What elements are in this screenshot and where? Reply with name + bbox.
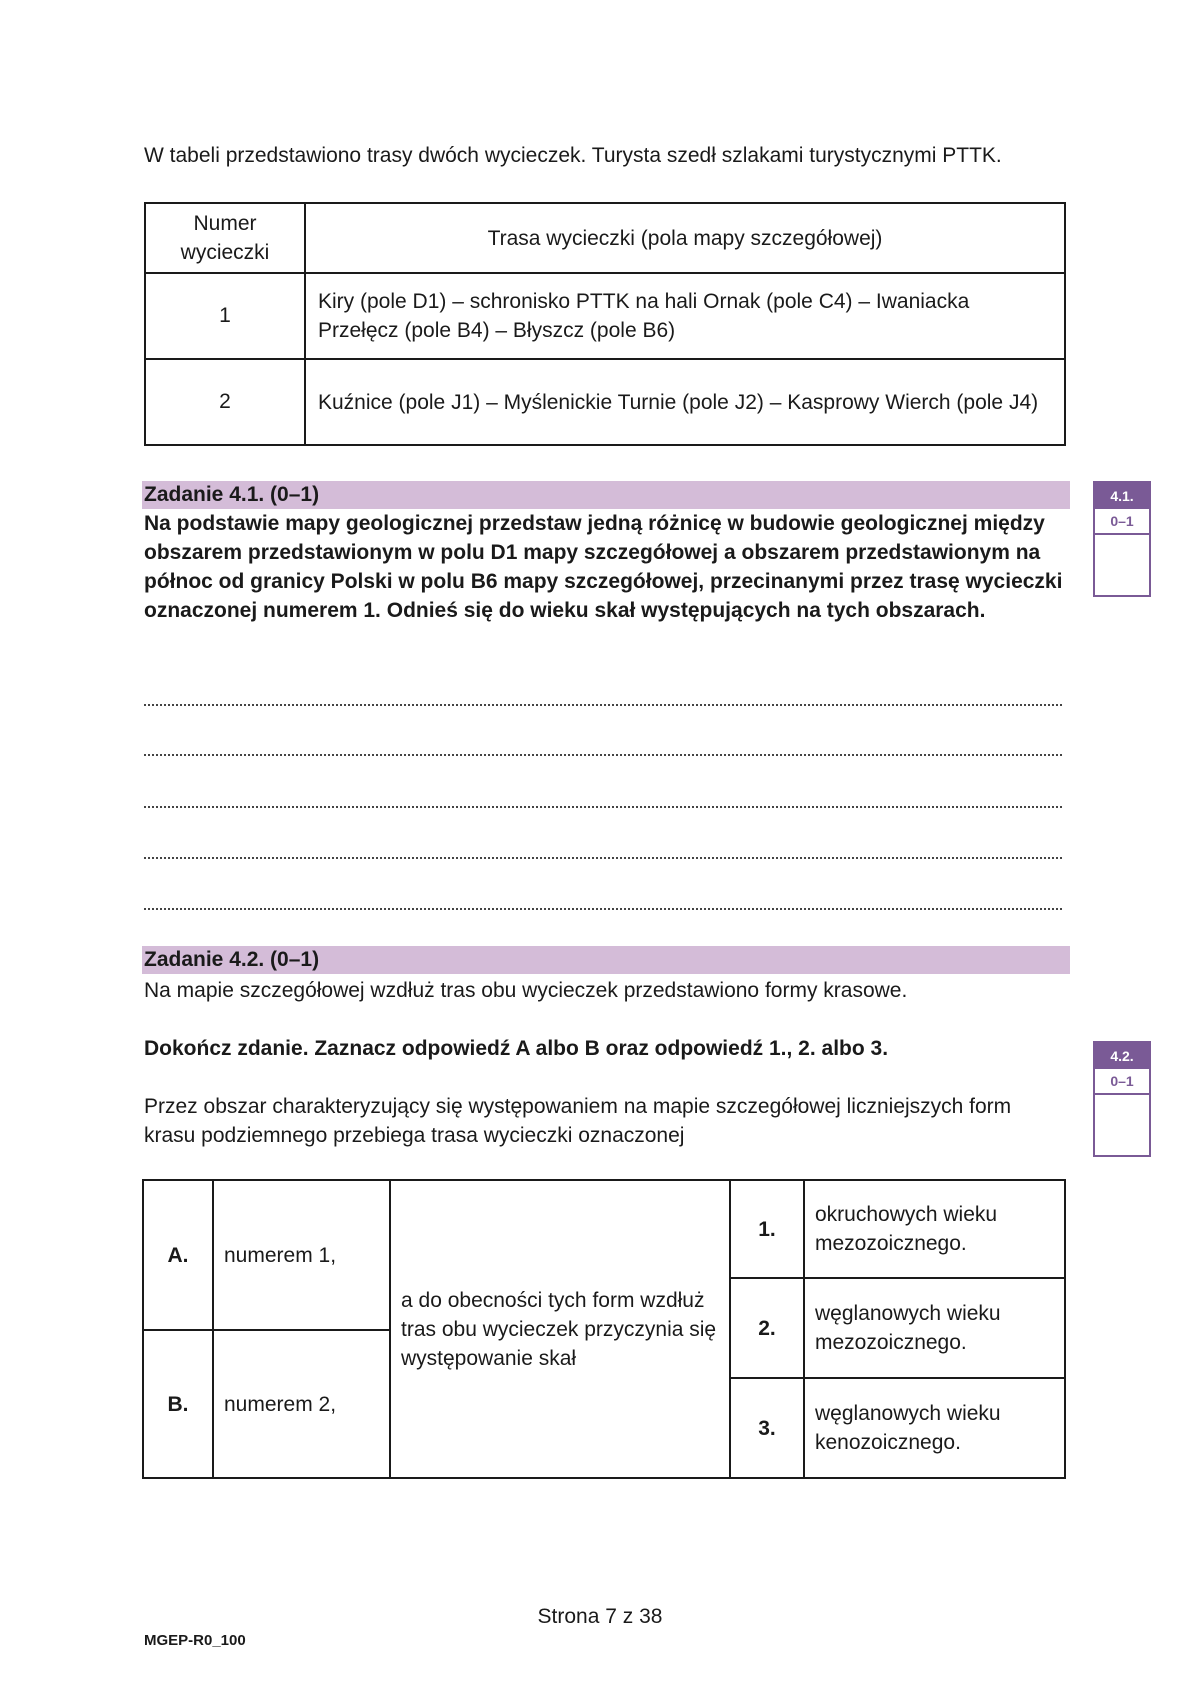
middle-text: a do obecności tych form wzdłuż tras obu wycieczek przyczynia się występowanie skał (390, 1180, 730, 1478)
route-number: 1 (145, 273, 305, 359)
option-b-text[interactable]: numerem 2, (213, 1330, 390, 1478)
option-b-letter[interactable]: B. (143, 1330, 213, 1478)
task-41-title: Zadanie 4.1. (0–1) (142, 481, 1070, 509)
task-41-instruction: Na podstawie mapy geologicznej przedstaw jedną różnicę w budowie geologicznej między obszarem przedstawionym w polu D1 mapy szczegółowej a obszarem przedstawionym na północ od granicy Polski w polu B6 mapy szczegółowej, przecinanymi przez trasę wycieczki oznaczonej numerem 1. Odnieś się do wieku skał występujących na tych obszarach. (144, 512, 1063, 622)
route-number: 2 (145, 359, 305, 445)
option-2-number[interactable]: 2. (730, 1278, 804, 1378)
option-2-text[interactable]: węglanowych wieku mezozoicznego. (804, 1278, 1065, 1378)
task-42-intro: Na mapie szczegółowej wzdłuż tras obu wycieczek przedstawiono formy krasowe. (144, 979, 908, 1002)
option-1-text[interactable]: okruchowych wieku mezozoicznego. (804, 1180, 1065, 1278)
page-number: Strona 7 z 38 (537, 1605, 663, 1628)
route-description: Kiry (pole D1) – schronisko PTTK na hali Ornak (pole C4) – Iwaniacka Przełęcz (pole B4) – Błyszcz (pole B6) (305, 273, 1065, 359)
score-box-42 (1093, 1041, 1151, 1157)
answer-table (142, 1179, 1066, 1479)
option-a-letter[interactable]: A. (143, 1180, 213, 1330)
task-42-stem: Przez obszar charakteryzujący się występowaniem na mapie szczegółowej liczniejszych form krasu podziemnego przebiega trasa wycieczki oznaczonej (144, 1095, 1012, 1147)
score-task-number: 4.2. (1095, 1043, 1149, 1069)
answer-line[interactable] (144, 908, 1062, 910)
option-3-text[interactable]: węglanowych wieku kenozoicznego. (804, 1378, 1065, 1478)
intro-text: W tabeli przedstawiono trasy dwóch wycieczek. Turysta szedł szlakami turystycznymi PTTK. (144, 144, 1002, 167)
option-1-number[interactable]: 1. (730, 1180, 804, 1278)
answer-line[interactable] (144, 704, 1062, 706)
header-route: Trasa wycieczki (pola mapy szczegółowej) (305, 203, 1065, 273)
score-range: 0–1 (1095, 1069, 1149, 1095)
option-3-number[interactable]: 3. (730, 1378, 804, 1478)
option-a-text[interactable]: numerem 1, (213, 1180, 390, 1330)
route-description: Kuźnice (pole J1) – Myślenickie Turnie (pole J2) – Kasprowy Wierch (pole J4) (305, 359, 1065, 445)
score-input-cell[interactable] (1095, 535, 1149, 595)
answer-line[interactable] (144, 754, 1062, 756)
score-range: 0–1 (1095, 509, 1149, 535)
answer-line[interactable] (144, 857, 1062, 859)
document-code: MGEP-R0_100 (144, 1632, 246, 1649)
routes-table (144, 202, 1066, 446)
header-number: Numer wycieczki (145, 203, 305, 273)
task-42-instruction: Dokończ zdanie. Zaznacz odpowiedź A albo B oraz odpowiedź 1., 2. albo 3. (144, 1037, 889, 1060)
score-task-number: 4.1. (1095, 483, 1149, 509)
route-row (145, 359, 1065, 445)
route-row (145, 273, 1065, 359)
task-42-title: Zadanie 4.2. (0–1) (142, 946, 1070, 974)
score-box-41 (1093, 481, 1151, 597)
score-input-cell[interactable] (1095, 1095, 1149, 1155)
answer-line[interactable] (144, 806, 1062, 808)
